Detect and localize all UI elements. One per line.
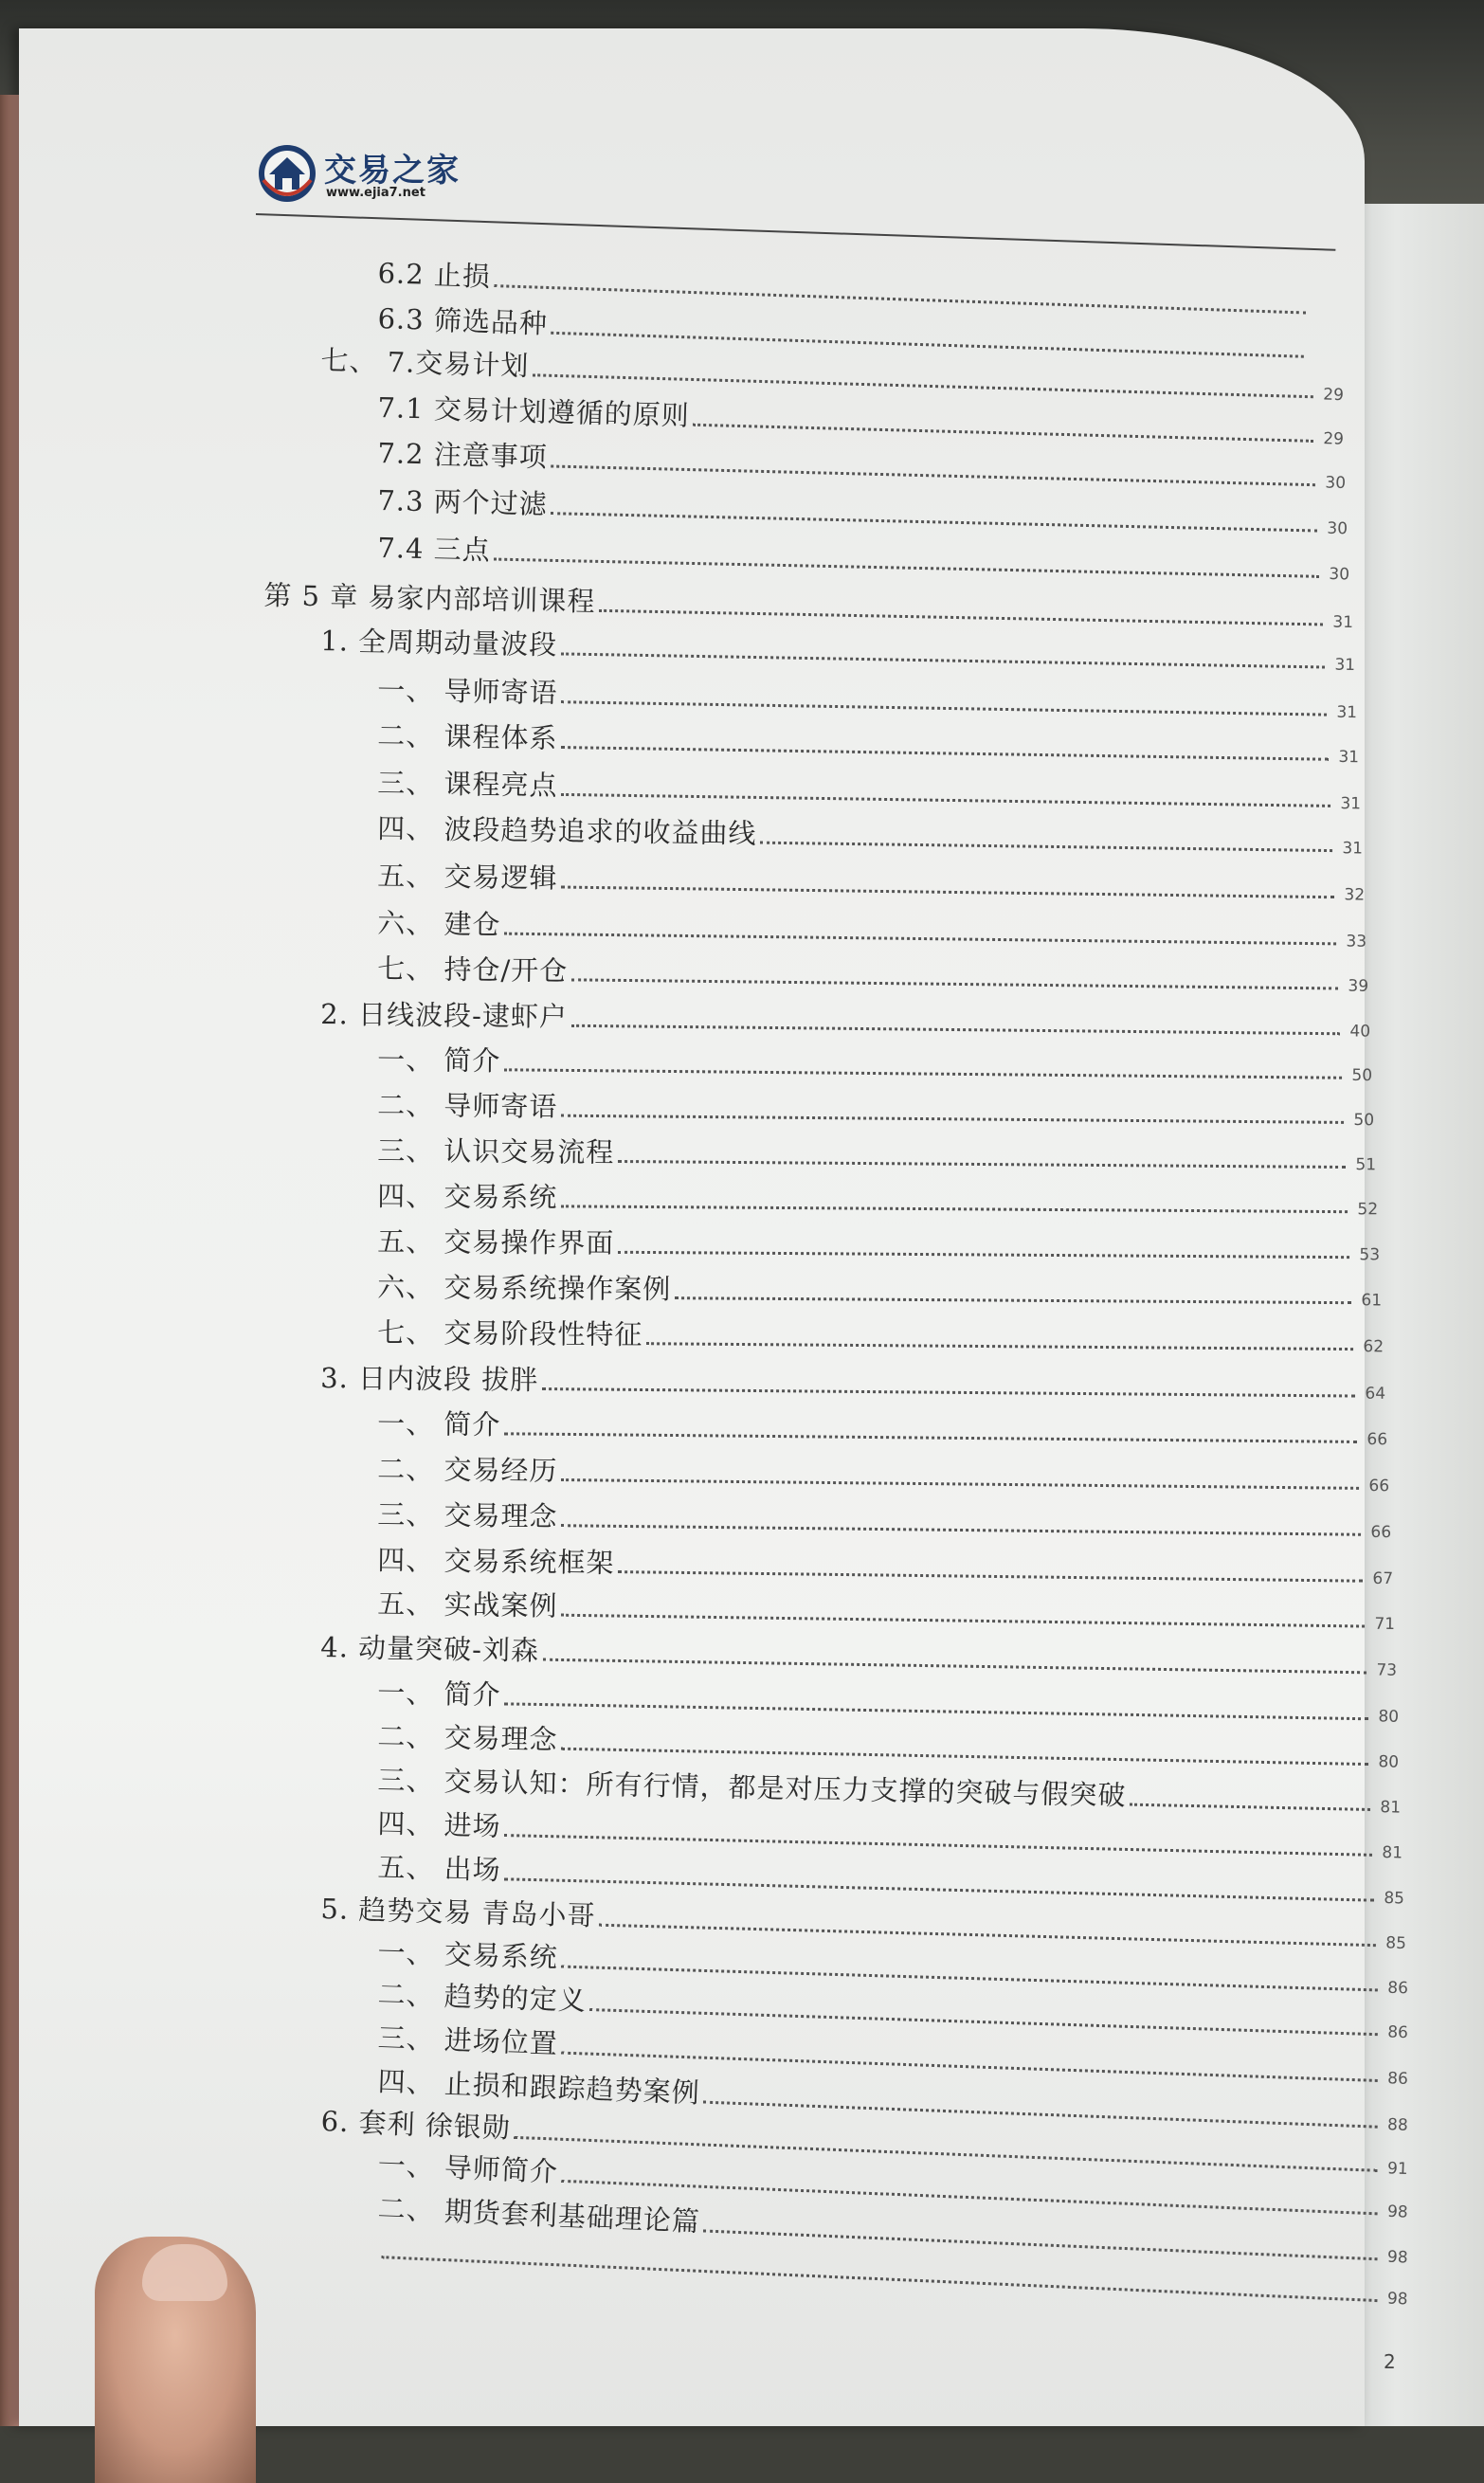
toc-entry [377, 904, 1366, 954]
toc-entry-title: 二、 交易理念 [377, 1720, 558, 1756]
toc-entry-page: 81 [1382, 1843, 1403, 1863]
toc-entry-page: 66 [1366, 1430, 1388, 1450]
toc-entry-title: 三、 课程亮点 [377, 767, 558, 802]
toc-entry-page: 66 [1370, 1522, 1392, 1543]
toc-entry-title: 2. 日线波段-逮虾户 [320, 998, 569, 1033]
toc-entry-page: 86 [1386, 2069, 1409, 2090]
toc-entry-page: 52 [1357, 1200, 1379, 1220]
toc-entry-page: 81 [1380, 1798, 1402, 1818]
toc-entry [377, 764, 1361, 816]
toc-entry [320, 1359, 1385, 1406]
toc-entry-title: 四、 交易系统框架 [377, 1544, 615, 1580]
toc-entry-page: 67 [1372, 1568, 1394, 1589]
toc-entry-title: 二、 交易经历 [377, 1453, 558, 1487]
toc-entry-page: 61 [1361, 1291, 1383, 1311]
toc-entry-page: 64 [1365, 1384, 1386, 1404]
toc-entry [377, 1541, 1393, 1591]
toc-entry-title: 7.2 注意事项 [377, 437, 549, 474]
toc-leader-dots [495, 557, 1320, 578]
toc-entry-title: 1. 全周期动量波段 [320, 625, 558, 662]
toc-leader-dots [1130, 1803, 1370, 1811]
toc-leader-dots [618, 1569, 1363, 1583]
toc-entry-title: 六、 交易系统操作案例 [377, 1271, 672, 1306]
toc-entry-page: 31 [1334, 655, 1356, 676]
toc-leader-dots [561, 1523, 1361, 1536]
toc-entry [377, 1268, 1382, 1313]
toc-leader-dots [504, 1431, 1357, 1443]
toc-entry-title: 四、 止损和跟踪趋势案例 [377, 2065, 701, 2110]
toc-leader-dots [561, 1204, 1348, 1213]
toc-entry-title: 第 5 章 易家内部培训课程 [263, 579, 596, 618]
toc-leader-dots [571, 977, 1338, 989]
toc-entry-title: 6.2 止损 [377, 257, 492, 293]
toc-entry-page: 29 [1323, 385, 1345, 406]
toc-entry-title: 七、 交易阶段性特征 [377, 1316, 643, 1351]
toc-entry-page: 80 [1378, 1752, 1400, 1772]
toc-entry-title: 二、 期货套利基础理论篇 [377, 2192, 701, 2238]
toc-leader-dots [561, 1747, 1368, 1766]
toc-entry [377, 671, 1358, 725]
toc-entry [377, 1086, 1374, 1133]
toc-leader-dots [543, 1658, 1366, 1675]
toc-leader-dots [561, 1114, 1344, 1124]
toc-leader-dots [552, 511, 1318, 532]
toc-entry-page: 32 [1344, 885, 1366, 905]
toc-entry-title: 三、 认识交易流程 [377, 1134, 615, 1169]
toc-entry-page: 50 [1353, 1110, 1375, 1131]
toc-entry-page: 91 [1386, 2159, 1409, 2180]
logo-name: 交易之家 [324, 152, 461, 190]
toc-leader-dots [561, 745, 1329, 761]
toc-leader-dots [504, 1833, 1372, 1857]
toc-entry-page: 31 [1332, 612, 1354, 633]
toc-entry-page: 86 [1386, 2022, 1409, 2043]
toc-entry-title: 6.3 筛选品种 [377, 302, 549, 340]
toc-leader-dots [571, 1024, 1340, 1035]
toc-entry-title: 一、 交易系统 [377, 1936, 559, 1974]
toc-entry-title: 五、 交易逻辑 [377, 860, 558, 895]
toc-leader-dots [646, 1341, 1353, 1350]
toc-entry [377, 1132, 1376, 1177]
toc-entry [377, 809, 1363, 861]
toc-entry-page: 30 [1327, 518, 1348, 539]
toc-leader-dots [618, 1159, 1346, 1169]
toc-leader-dots [675, 1296, 1351, 1304]
toc-entry [377, 857, 1365, 908]
toc-leader-dots [760, 841, 1332, 852]
toc-entry-title: 一、 导师简介 [377, 2148, 559, 2188]
toc-entry-title: 七、 7.交易计划 [320, 344, 530, 383]
toc-entry-page: 31 [1336, 702, 1358, 723]
toc-entry-title: 五、 交易操作界面 [377, 1225, 615, 1260]
toc-leader-dots [552, 463, 1316, 486]
toc-leader-dots [504, 1701, 1368, 1720]
toc-entry-title: 三、 交易认知：所有行情，都是对压力支撑的突破与假突破 [377, 1764, 1127, 1812]
toc-entry-title: 五、 出场 [377, 1851, 502, 1887]
toc-entry-title: 六、 建仓 [377, 907, 501, 941]
toc-leader-dots [693, 423, 1313, 443]
toc-entry [377, 716, 1360, 770]
toc-entry-title: 三、 交易理念 [377, 1498, 558, 1533]
toc-entry-page: 30 [1325, 473, 1347, 493]
toc-leader-dots [533, 372, 1313, 398]
toc-entry [320, 995, 1370, 1044]
toc-entry-title: 7.3 两个过滤 [377, 484, 549, 521]
toc-entry-title: 4. 动量突破-刘森 [320, 1631, 540, 1667]
toc-entry-page: 86 [1387, 1978, 1409, 1999]
toc-entry-title: 四、 波段趋势追求的收益曲线 [377, 812, 757, 850]
toc-entry-title: 一、 简介 [377, 1407, 501, 1441]
toc-entry-page: 30 [1329, 565, 1350, 585]
toc-entry-page: 62 [1363, 1337, 1384, 1357]
toc-entry-title: 一、 导师寄语 [377, 674, 558, 710]
toc-entry-page: 98 [1386, 2247, 1409, 2268]
toc-leader-dots [542, 1386, 1355, 1397]
toc-entry-page: 85 [1385, 1933, 1407, 1953]
toc-leader-dots [561, 792, 1330, 807]
toc-entry-title: 四、 交易系统 [377, 1180, 558, 1214]
toc-entry-title: 7.4 三点 [377, 532, 492, 567]
toc-entry [377, 1177, 1378, 1222]
toc-entry-title: 二、 课程体系 [377, 719, 558, 754]
toc-leader-dots [561, 651, 1325, 668]
toc-entry-page: 71 [1374, 1614, 1396, 1634]
toc-leader-dots [561, 885, 1334, 899]
toc-entry-title: 一、 简介 [377, 1676, 501, 1712]
toc-entry-page: 50 [1351, 1065, 1373, 1086]
toc-entry-page: 31 [1342, 839, 1364, 859]
toc-entry-page: 85 [1384, 1888, 1405, 1909]
toc-entry-title: 三、 进场位置 [377, 2021, 559, 2060]
toc-entry-page: 66 [1368, 1476, 1390, 1496]
toc-entry-title: 七、 持仓/开仓 [377, 952, 569, 988]
toc-leader-dots [561, 1477, 1359, 1490]
toc-entry-page: 51 [1355, 1155, 1377, 1175]
toc-entry [377, 950, 1368, 999]
toc-entry-title: 5. 趋势交易 青岛小哥 [320, 1893, 596, 1932]
toc-leader-dots [599, 608, 1323, 626]
toc-entry-page: 80 [1378, 1707, 1400, 1727]
toc-entry-title: 二、 导师寄语 [377, 1089, 558, 1123]
toc-entry-page: 29 [1323, 429, 1345, 449]
toc-entry-page: 53 [1359, 1245, 1381, 1265]
toc-entry [377, 1041, 1372, 1088]
toc-entry-page: 88 [1386, 2115, 1409, 2135]
toc-entry-page: 39 [1348, 976, 1369, 996]
toc-entry-title: 3. 日内波段 拔胖 [320, 1362, 539, 1397]
toc-entry-page [1310, 365, 1334, 366]
toc-entry [377, 1495, 1391, 1545]
toc-entry-page: 31 [1338, 747, 1360, 768]
toc-entry-title: 五、 实战案例 [377, 1587, 558, 1622]
toc-entry-page: 98 [1386, 2289, 1408, 2310]
toc-entry-title: 二、 趋势的定义 [377, 1978, 588, 2017]
toc-entry-title: 7.1 交易计划遵循的原则 [377, 391, 691, 432]
toc-leader-dots [561, 1613, 1365, 1628]
toc-leader-dots [504, 932, 1336, 946]
toc-leader-dots [504, 1067, 1342, 1078]
toc-entry [377, 1450, 1389, 1498]
toc-entry-page: 73 [1376, 1660, 1398, 1680]
toc-entry-page: 40 [1349, 1022, 1371, 1042]
toc-entry-title: 四、 进场 [377, 1807, 502, 1842]
toc-entry-page: 98 [1386, 2202, 1409, 2222]
page-number: 2 [1384, 2350, 1396, 2373]
logo-url: www.ejia7.net [326, 186, 425, 200]
toc-entry-title: 一、 简介 [377, 1043, 501, 1078]
toc-entry-title: 6. 套利 徐银勋 [320, 2105, 512, 2145]
toc-entry [377, 1314, 1384, 1359]
toc-entry-page: 31 [1340, 794, 1362, 814]
toc-entry-page: 33 [1346, 932, 1367, 952]
toc-entry [377, 1405, 1387, 1452]
toc-entry [377, 1223, 1380, 1267]
toc-entry-page [1312, 321, 1336, 322]
toc-leader-dots [561, 699, 1327, 716]
toc-entry [377, 1585, 1395, 1637]
toc-leader-dots [618, 1250, 1349, 1259]
